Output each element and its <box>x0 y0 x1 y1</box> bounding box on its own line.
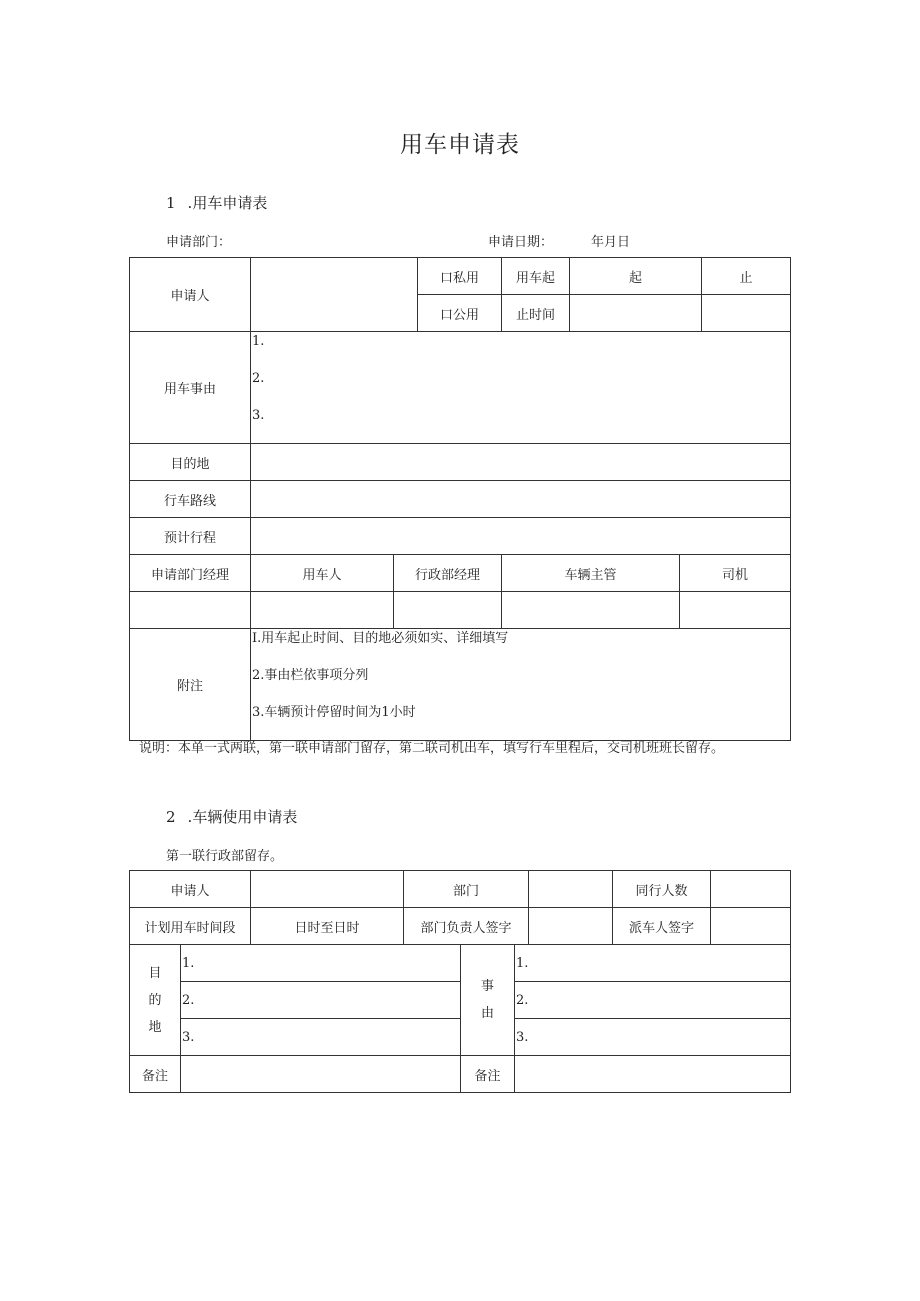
sign-header-admin-manager: 行政部经理 <box>394 555 502 592</box>
dispatcher-sign-field[interactable] <box>711 908 791 945</box>
destination-field[interactable] <box>251 444 791 481</box>
remark-field-2[interactable] <box>515 1056 791 1093</box>
companions-label: 同行人数 <box>613 871 711 908</box>
sign-field-driver[interactable] <box>680 592 791 629</box>
note-item: 3.车辆预计停留时间为1小时 <box>252 705 416 720</box>
reason-item-2[interactable]: 3. <box>515 1019 791 1056</box>
destination-item[interactable]: 1. <box>181 945 461 982</box>
reason-item-2[interactable]: 1. <box>515 945 791 982</box>
section1-title: .用车申请表 <box>187 194 268 212</box>
sign-field-vehicle-supervisor[interactable] <box>502 592 680 629</box>
section2-title: .车辆使用申请表 <box>187 808 298 826</box>
destination-char: 的 <box>148 992 162 1008</box>
dept-field-2[interactable] <box>529 871 613 908</box>
notes-label: 附注 <box>130 629 251 741</box>
plan-period-value[interactable]: 日时至日时 <box>251 908 404 945</box>
remark-label-2: 备注 <box>461 1056 515 1093</box>
plan-period-label: 计划用车时间段 <box>130 908 251 945</box>
end-label: 止 <box>702 258 791 295</box>
start-label: 起 <box>570 258 702 295</box>
applicant-label: 申请人 <box>130 258 251 332</box>
date-label: 申请日期： <box>488 235 554 250</box>
reason-item: 1. <box>252 334 265 349</box>
section2-subtitle: 第一联行政部留存。 <box>166 849 284 864</box>
destination-char: 目 <box>148 965 162 981</box>
sign-header-vehicle-supervisor: 车辆主管 <box>502 555 680 592</box>
time-label-line1: 用车起 <box>502 258 570 295</box>
sign-field-dept-manager[interactable] <box>130 592 251 629</box>
reason-label: 用车事由 <box>130 332 251 444</box>
reason-label-2 <box>461 945 515 1056</box>
schedule-field[interactable] <box>251 518 791 555</box>
route-field[interactable] <box>251 481 791 518</box>
dept-head-sign-label: 部门负责人签字 <box>404 908 529 945</box>
dept-label: 申请部门： <box>166 235 232 250</box>
reason-item: 3. <box>252 408 265 423</box>
dept-head-sign-field[interactable] <box>529 908 613 945</box>
companions-field[interactable] <box>711 871 791 908</box>
notes-field <box>251 629 791 741</box>
destination-char: 地 <box>148 1019 162 1035</box>
private-use-checkbox[interactable]: 口私用 <box>418 258 502 295</box>
section2-number: 2 <box>166 808 176 826</box>
reason-item: 2. <box>252 371 265 386</box>
sign-header-dept-manager: 申请部门经理 <box>130 555 251 592</box>
explanation-text: 说明：本单一式两联，第一联申请部门留存，第二联司机出车，填写行车里程后，交司机班班长留存。 <box>139 741 725 756</box>
destination-item[interactable]: 2. <box>181 982 461 1019</box>
applicant-label-2: 申请人 <box>130 871 251 908</box>
sign-header-driver: 司机 <box>680 555 791 592</box>
vehicle-request-table <box>129 257 791 741</box>
destination-label-2 <box>130 945 181 1056</box>
vehicle-use-table <box>129 870 791 1093</box>
note-item: I.用车起止时间、目的地必须如实、详细填写 <box>252 631 509 646</box>
applicant-field-2[interactable] <box>251 871 404 908</box>
reason-item-2[interactable]: 2. <box>515 982 791 1019</box>
date-value: 年月日 <box>591 235 631 250</box>
route-label: 行车路线 <box>130 481 251 518</box>
remark-field[interactable] <box>181 1056 461 1093</box>
reason-char: 事 <box>481 979 495 994</box>
destination-label: 目的地 <box>130 444 251 481</box>
sign-header-user: 用车人 <box>251 555 394 592</box>
section2-heading <box>166 806 297 827</box>
reason-field[interactable] <box>251 332 791 444</box>
dept-label-2: 部门 <box>404 871 529 908</box>
sign-field-admin-manager[interactable] <box>394 592 502 629</box>
page-title: 用车申请表 <box>400 132 520 158</box>
section1-number: 1 <box>166 194 176 212</box>
note-item: 2.事由栏依事项分列 <box>252 668 369 683</box>
reason-char: 由 <box>481 1006 495 1021</box>
schedule-label: 预计行程 <box>130 518 251 555</box>
applicant-field[interactable] <box>251 258 418 332</box>
end-time-field[interactable] <box>702 295 791 332</box>
public-use-checkbox[interactable]: 口公用 <box>418 295 502 332</box>
section1-heading <box>166 192 267 213</box>
destination-item[interactable]: 3. <box>181 1019 461 1056</box>
dispatcher-sign-label: 派车人签字 <box>613 908 711 945</box>
remark-label: 备注 <box>130 1056 181 1093</box>
sign-field-user[interactable] <box>251 592 394 629</box>
time-label-line2: 止时间 <box>502 295 570 332</box>
start-time-field[interactable] <box>570 295 702 332</box>
